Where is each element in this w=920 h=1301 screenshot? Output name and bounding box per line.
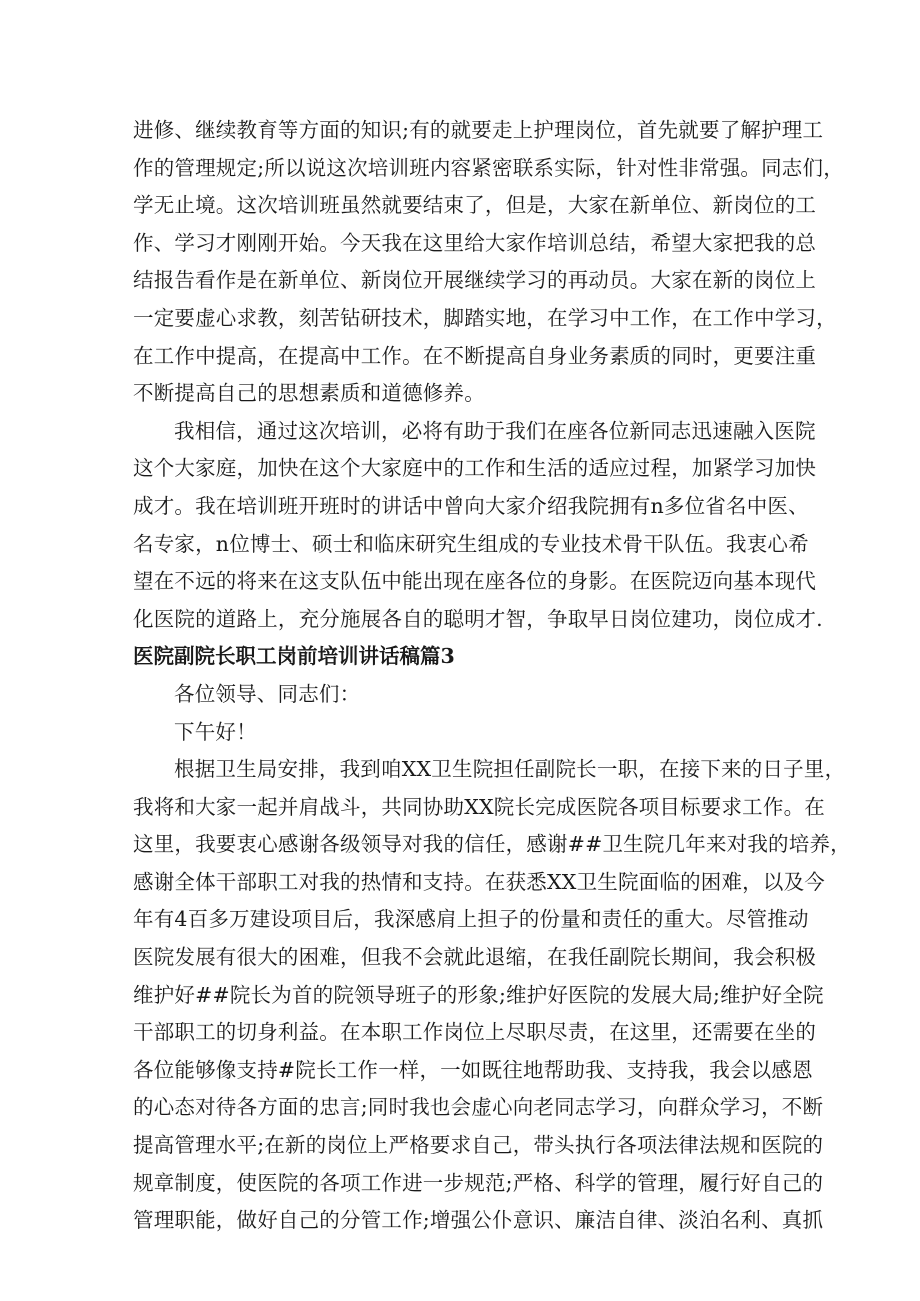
text-line: 在工作中提高，在提高中工作。在不断提高自身业务素质的同时，更要注重 [133, 343, 817, 368]
text-line: 我相信，通过这次培训，必将有助于我们在座各位新同志迅速融入医院 [174, 418, 816, 443]
text-line: 感谢全体干部职工对我的热情和支持。在获悉XX卫生院面临的困难，以及今 [133, 869, 825, 894]
text-line: 维护好##院长为首的院领导班子的形象;维护好医院的发展大局;维护好全院 [133, 982, 824, 1007]
greeting-line [133, 676, 793, 714]
text-line: 根据卫生局安排，我到咱XX卫生院担任副院长一职，在接下来的日子里， [174, 757, 846, 782]
text-line: 作的管理规定;所以说这次培训班内容紧密联系实际，针对性非常强。同志们， [133, 155, 844, 180]
paragraph-continuation [133, 112, 844, 413]
text-line: 年有4百多万建设项目后，我深感肩上担子的份量和责任的重大。尽管推动 [133, 907, 809, 932]
paragraph-speech-body [133, 751, 851, 1240]
document-page [133, 112, 851, 1240]
text-line: 医院发展有很大的困难，但我不会就此退缩，在我任副院长期间，我会积极 [133, 945, 817, 970]
text-line: 一定要虚心求教，刻苦钻研技术，脚踏实地，在学习中工作，在工作中学习， [133, 305, 837, 330]
text-line: 各位能够像支持#院长工作一样，一如既往地帮助我、支持我，我会以感恩 [133, 1057, 813, 1082]
text-line: 的心态对待各方面的忠言;同时我也会虚心向老同志学习，向群众学习，不断 [133, 1095, 824, 1120]
text-line: 化医院的道路上，充分施展各自的聪明才智，争取早日岗位建功，岗位成才. [133, 606, 823, 631]
text-line: 干部职工的切身利益。在本职工作岗位上尽职尽责，在这里，还需要在坐的 [133, 1020, 817, 1045]
text-line: 进修、继续教育等方面的知识;有的就要走上护理岗位，首先就要了解护理工 [133, 118, 824, 142]
text-line: 学无止境。这次培训班虽然就要结束了，但是，大家在新单位、新岗位的工 [133, 193, 817, 218]
text-line: 结报告看作是在新单位、新岗位开展继续学习的再动员。大家在新的岗位上 [133, 268, 817, 293]
text-line: 我将和大家一起并肩战斗，共同协助XX院长完成医院各项目标要求工作。在 [133, 794, 825, 819]
text-line: 名专家，n位博士、硕士和临床研究生组成的专业技术骨干队伍。我衷心希 [133, 531, 809, 556]
text-line: 这个大家庭，加快在这个大家庭中的工作和生活的适应过程，加紧学习加快 [133, 456, 817, 481]
text-line: 这里，我要衷心感谢各级领导对我的信任，感谢##卫生院几年来对我的培养， [133, 832, 851, 857]
section-heading: 医院副院长职工岗前培训讲话稿篇3 [133, 644, 455, 669]
paragraph-belief [133, 413, 823, 639]
text-line: 作、学习才刚刚开始。今天我在这里给大家作培训总结，希望大家把我的总 [133, 230, 817, 255]
text-line: 规章制度，使医院的各项工作进一步规范;严格、科学的管理，履行好自己的 [133, 1170, 824, 1195]
salutation-line [133, 714, 793, 752]
text-line: 各位领导、同志们： [174, 681, 361, 706]
text-line: 望在不远的将来在这支队伍中能出现在座各位的身影。在医院迈向基本现代 [133, 569, 817, 594]
text-line: 提高管理水平;在新的岗位上严格要求自己，带头执行各项法律法规和医院的 [133, 1133, 824, 1158]
text-line: 管理职能，做好自己的分管工作;增强公仆意识、廉洁自律、淡泊名利、真抓 [133, 1208, 824, 1233]
text-line: 成才。我在培训班开班时的讲话中曾向大家介绍我院拥有n多位省名中医、 [133, 493, 809, 518]
text-line: 不断提高自己的思想素质和道德修养。 [133, 381, 485, 406]
text-line: 下午好！ [174, 719, 257, 744]
